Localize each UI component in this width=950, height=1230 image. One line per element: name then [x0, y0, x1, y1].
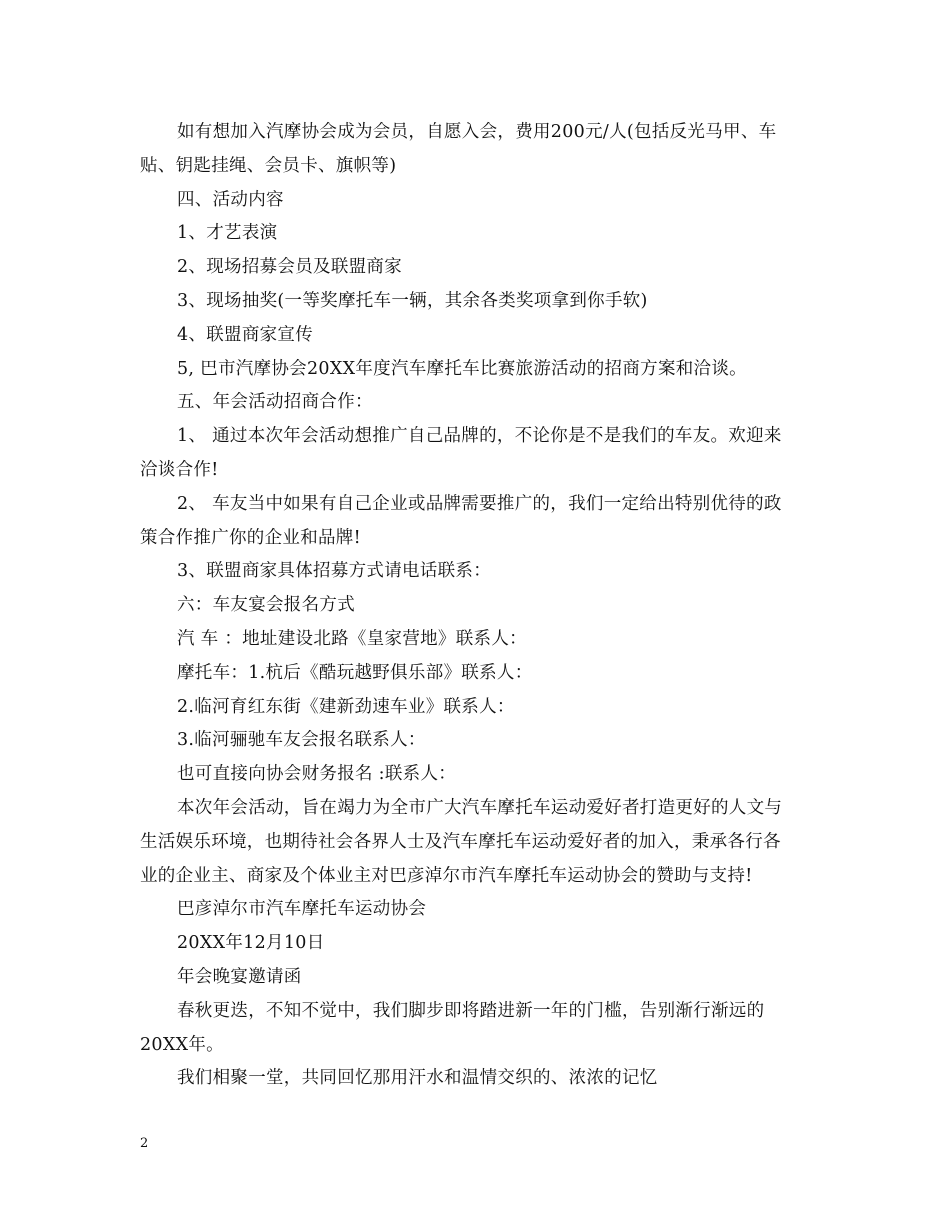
section-heading: 六：车友宴会报名方式 [177, 595, 355, 616]
contact-line: 也可直接向协会财务报名 :联系人： [177, 764, 457, 785]
signature-date: 20XX年12月10日 [177, 933, 325, 954]
paragraph-line: 本次年会活动，旨在竭力为全市广大汽车摩托车运动爱好者打造更好的人文与 [177, 797, 783, 818]
list-item: 5, 巴市汽摩协会20XX年度汽车摩托车比赛旅游活动的招商方案和洽谈。 [177, 358, 747, 379]
list-item: 4、联盟商家宣传 [177, 324, 314, 345]
contact-line: 汽 车 ：地址建设北路《皇家营地》联系人： [177, 628, 527, 649]
paragraph-line: 洽谈合作! [140, 459, 219, 480]
document-body [140, 116, 812, 1096]
paragraph-line: 策合作推广你的企业和品牌! [140, 527, 361, 548]
paragraph-line: 我们相聚一堂，共同回忆那用汗水和温情交织的、浓浓的记忆 [177, 1068, 658, 1089]
contact-line: 2.临河育红东街《建新劲速车业》联系人： [177, 696, 515, 717]
list-item: 1、 通过本次年会活动想推广自己品牌的，不论你是不是我们的车友。欢迎来 [177, 426, 782, 447]
list-item: 1、才艺表演 [177, 223, 278, 244]
list-item: 3、联盟商家具体招募方式请电话联系： [177, 561, 492, 582]
page-number: 2 [140, 1136, 149, 1151]
list-item: 2、 车友当中如果有自己企业或品牌需要推广的，我们一定给出特别优待的政 [177, 493, 782, 514]
paragraph-line: 20XX年。 [140, 1034, 224, 1055]
contact-line: 摩托车：1.杭后《酷玩越野俱乐部》联系人： [177, 662, 533, 683]
paragraph-line: 如有想加入汽摩协会成为会员，自愿入会，费用200元/人(包括反光马甲、车 [177, 122, 777, 142]
paragraph-line: 春秋更迭，不知不觉中，我们脚步即将踏进新一年的门槛，告别渐行渐远的 [177, 1000, 765, 1021]
list-item: 2、现场招募会员及联盟商家 [177, 257, 403, 278]
paragraph-line: 贴、钥匙挂绳、会员卡、旗帜等) [140, 155, 397, 176]
section-heading: 四、活动内容 [177, 189, 284, 210]
section-heading: 五、年会活动招商合作： [177, 392, 373, 413]
paragraph-line: 业的企业主、商家及个体业主对巴彦淖尔市汽车摩托车运动协会的赞助与支持! [140, 865, 753, 886]
paragraph-line: 生活娱乐环境，也期待社会各界人士及汽车摩托车运动爱好者的加入，秉承各行各 [140, 831, 781, 852]
contact-line: 3.临河骊驰车友会报名联系人： [177, 730, 426, 751]
section-title: 年会晚宴邀请函 [177, 966, 302, 987]
list-item: 3、现场抽奖(一等奖摩托车一辆，其余各类奖项拿到你手软) [177, 290, 648, 311]
signature-organization: 巴彦淖尔市汽车摩托车运动协会 [177, 899, 427, 920]
